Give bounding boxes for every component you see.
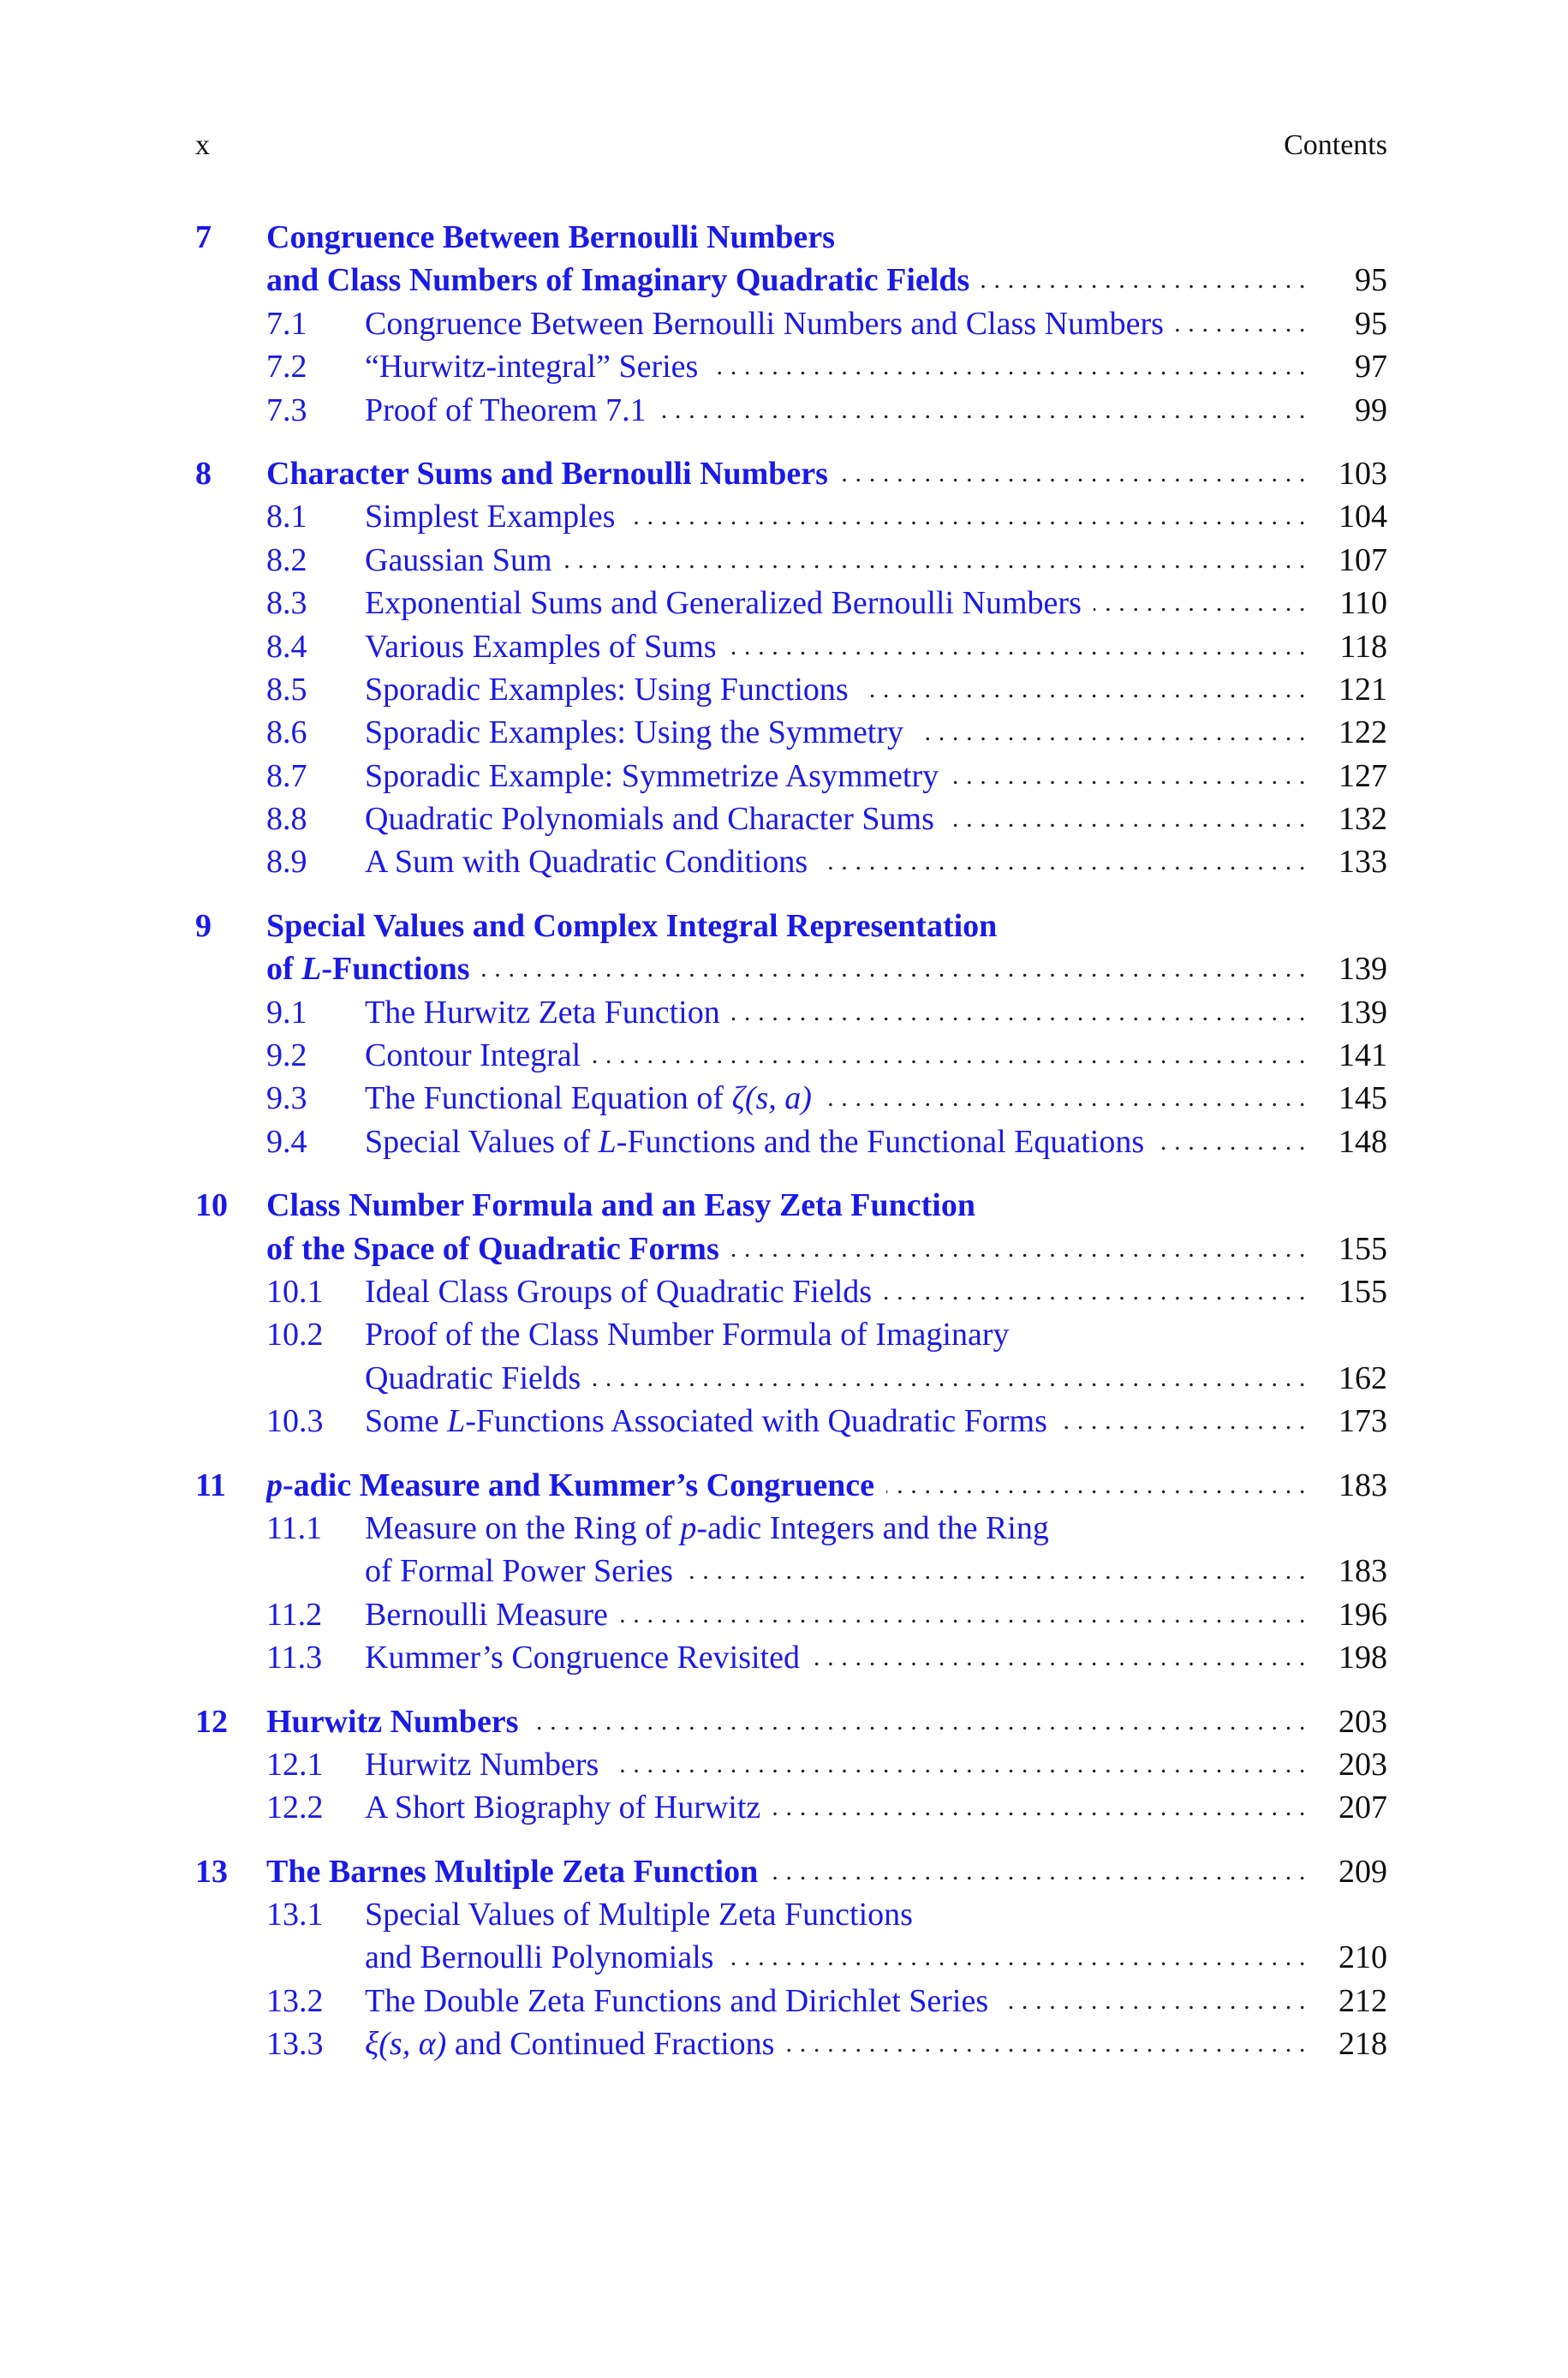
section-title[interactable]: The Double Zeta Functions and Dirichlet Series . . . [365,1980,1306,2022]
page-number-roman: x [195,129,210,161]
section-title[interactable]: Simplest Examples . . . [365,495,1306,538]
chapter-number: 10 [195,1187,228,1224]
section-title[interactable]: Special Values of L-Functions and the Functional Equations . . . [365,1120,1306,1163]
chapter-title[interactable]: The Barnes Multiple Zeta Function . . . [266,1850,1306,1893]
section-line[interactable] [195,1313,1387,1356]
toc-chapter-12 [195,1700,1387,1830]
page-number: 203 [1338,1703,1387,1740]
page-number: 207 [1338,1789,1387,1826]
section-number: 8.6 [266,714,307,751]
section-number: 7.1 [266,305,307,342]
section-title[interactable]: ξ(s, α) and Continued Fractions . . . [365,2022,1306,2065]
section-number: 9.1 [266,994,307,1031]
section-line[interactable] [195,495,1387,538]
chapter-number: 9 [195,907,212,944]
section-title[interactable]: Ideal Class Groups of Quadratic Fields . . . [365,1270,1306,1313]
page-number: 99 [1355,391,1387,428]
section-number: 13.3 [266,2026,324,2063]
section-title[interactable]: Proof of the Class Number Formula of Imaginary [365,1313,1306,1356]
chapter-line[interactable] [195,1850,1387,1893]
section-number: 8.3 [266,585,307,622]
section-number: 8.4 [266,628,307,665]
page-number: 203 [1338,1746,1387,1783]
section-title[interactable]: Special Values of Multiple Zeta Functions [365,1893,1306,1936]
section-line[interactable] [195,1357,1387,1400]
page-number: 173 [1338,1403,1387,1440]
section-line[interactable] [195,1593,1387,1636]
section-line[interactable] [195,539,1387,582]
section-number: 13.1 [266,1897,324,1933]
page-number: 196 [1338,1596,1387,1633]
section-title[interactable]: Kummer’s Congruence Revisited . . . [365,1636,1306,1679]
chapter-title[interactable]: Class Number Formula and an Easy Zeta Function [266,1184,1306,1227]
toc-chapter-9 [195,905,1387,1163]
page-number: 141 [1338,1037,1387,1074]
chapter-title[interactable]: Hurwitz Numbers . . . [266,1700,1306,1743]
section-number: 8.1 [266,499,307,535]
running-header [195,127,1387,164]
section-line[interactable] [195,991,1387,1034]
section-line[interactable] [195,755,1387,798]
section-title[interactable]: Bernoulli Measure . . . [365,1593,1306,1636]
toc-chapter-11 [195,1464,1387,1680]
page-number: 122 [1338,714,1387,751]
page-number: 132 [1338,801,1387,838]
section-number: 11.3 [266,1640,323,1676]
section-line[interactable] [195,1400,1387,1443]
toc-chapter-10 [195,1184,1387,1443]
page-number: 209 [1338,1853,1387,1890]
section-line[interactable] [195,2022,1387,2065]
section-title[interactable]: of Formal Power Series . . . [365,1550,1306,1592]
page-number: 110 [1339,585,1387,622]
section-number: 8.8 [266,801,307,838]
toc-chapter-7 [195,216,1387,432]
table-of-contents [195,216,1387,2087]
section-title[interactable]: Gaussian Sum . . . [365,539,1306,582]
chapter-title[interactable]: Congruence Between Bernoulli Numbers [266,216,1306,259]
section-title[interactable]: Proof of Theorem 7.1 . . . [365,389,1306,432]
chapter-title[interactable]: and Class Numbers of Imaginary Quadratic Fields . . . [266,259,1306,302]
chapter-title[interactable]: Character Sums and Bernoulli Numbers . . . [266,452,1306,495]
toc-chapter-8 [195,452,1387,884]
chapter-line[interactable] [195,452,1387,495]
section-title[interactable]: A Short Biography of Hurwitz . . . [365,1786,1306,1829]
page-number: 210 [1338,1939,1387,1976]
section-number: 10.1 [266,1273,324,1310]
chapter-title[interactable]: of L-Functions . . . [266,947,1306,990]
page-number: 127 [1338,757,1387,794]
section-number: 12.2 [266,1789,324,1826]
page-number: 103 [1338,455,1387,492]
section-line[interactable] [195,302,1387,345]
section-line[interactable] [195,1743,1387,1786]
chapter-number: 7 [195,219,212,255]
section-number: 9.2 [266,1037,307,1074]
section-line[interactable] [195,1893,1387,1936]
section-line[interactable] [195,389,1387,432]
page-number: 198 [1338,1640,1387,1676]
page-number: 107 [1338,541,1387,578]
chapter-number: 12 [195,1703,228,1740]
page-number: 212 [1338,1982,1387,2019]
page-number: 133 [1338,844,1387,881]
page-number: 183 [1338,1467,1387,1503]
section-number: 9.4 [266,1123,307,1160]
chapter-line[interactable] [195,1228,1387,1270]
section-title[interactable]: Congruence Between Bernoulli Numbers and Class Numbers . . . [365,302,1306,345]
section-number: 11.2 [266,1596,323,1633]
page-number: 183 [1338,1553,1387,1590]
section-number: 13.2 [266,1982,324,2019]
chapter-line[interactable] [195,1700,1387,1743]
section-number: 7.2 [266,349,307,385]
section-line[interactable] [195,1270,1387,1313]
chapter-title[interactable]: of the Space of Quadratic Forms . . . [266,1228,1306,1270]
section-line[interactable] [195,582,1387,624]
section-number: 10.3 [266,1403,324,1440]
section-title[interactable]: Some L-Functions Associated with Quadratic Forms . . . [365,1400,1306,1443]
page-number: 148 [1338,1123,1387,1160]
section-number: 10.2 [266,1317,324,1353]
running-title: Contents [1284,129,1387,161]
section-line[interactable] [195,798,1387,840]
section-title[interactable]: Quadratic Polynomials and Character Sums . . . [365,798,1306,840]
page-number: 139 [1338,951,1387,988]
section-line[interactable] [195,711,1387,754]
section-line[interactable] [195,1936,1387,1979]
chapter-title[interactable]: Special Values and Complex Integral Representation [266,905,1306,947]
section-number: 8.7 [266,757,307,794]
chapter-line[interactable] [195,259,1387,302]
page-number: 95 [1355,262,1387,299]
section-title[interactable]: Exponential Sums and Generalized Bernoulli Numbers . . . [365,582,1306,624]
page-number: 104 [1338,499,1387,535]
section-number: 11.1 [266,1509,323,1546]
chapter-line[interactable] [195,1184,1387,1227]
chapter-number: 11 [195,1467,226,1503]
section-number: 8.9 [266,844,307,881]
chapter-line[interactable] [195,216,1387,259]
section-line[interactable] [195,1120,1387,1163]
section-title[interactable]: Contour Integral . . . [365,1034,1306,1077]
chapter-line[interactable] [195,947,1387,990]
section-line[interactable] [195,1507,1387,1550]
section-number: 9.3 [266,1080,307,1117]
section-number: 8.2 [266,541,307,578]
chapter-line[interactable] [195,1464,1387,1507]
section-title[interactable]: Sporadic Examples: Using the Symmetry . . . [365,711,1306,754]
page-number: 145 [1338,1080,1387,1117]
section-title[interactable]: Quadratic Fields . . . [365,1357,1306,1400]
chapter-number: 13 [195,1853,228,1890]
section-line[interactable] [195,1077,1387,1120]
section-line[interactable] [195,1786,1387,1829]
section-title[interactable]: The Functional Equation of ζ(s, a) . . . [365,1077,1306,1120]
section-title[interactable]: and Bernoulli Polynomials . . . [365,1936,1306,1979]
section-title[interactable]: A Sum with Quadratic Conditions . . . [365,840,1306,883]
section-number: 8.5 [266,671,307,708]
page-number: 118 [1339,628,1387,665]
section-line[interactable] [195,840,1387,883]
section-line[interactable] [195,1980,1387,2022]
section-line[interactable] [195,345,1387,388]
chapter-number: 8 [195,455,212,492]
section-line[interactable] [195,1034,1387,1077]
section-line[interactable] [195,1550,1387,1592]
section-title[interactable]: Hurwitz Numbers . . . [365,1743,1306,1786]
page-number: 162 [1338,1359,1387,1396]
section-title[interactable]: Sporadic Examples: Using Functions . . . [365,668,1306,711]
section-title[interactable]: Measure on the Ring of p-adic Integers and the Ring [365,1507,1306,1550]
page-number: 121 [1338,671,1387,708]
section-number: 7.3 [266,391,307,428]
page-number: 218 [1338,2026,1387,2063]
chapter-title[interactable]: p-adic Measure and Kummer’s Congruence . . . [266,1464,1306,1507]
section-number: 12.1 [266,1746,324,1783]
page-number: 139 [1338,994,1387,1031]
section-line[interactable] [195,1636,1387,1679]
section-line[interactable] [195,625,1387,668]
page-number: 95 [1355,305,1387,342]
page-number: 155 [1338,1230,1387,1267]
toc-chapter-13 [195,1850,1387,2066]
section-title[interactable]: Various Examples of Sums . . . [365,625,1306,668]
section-line[interactable] [195,668,1387,711]
section-title[interactable]: “Hurwitz-integral” Series . . . [365,345,1306,388]
section-title[interactable]: Sporadic Example: Symmetrize Asymmetry . . . [365,755,1306,798]
page-number: 97 [1355,349,1387,385]
chapter-line[interactable] [195,905,1387,947]
section-title[interactable]: The Hurwitz Zeta Function . . . [365,991,1306,1034]
page-number: 155 [1338,1273,1387,1310]
